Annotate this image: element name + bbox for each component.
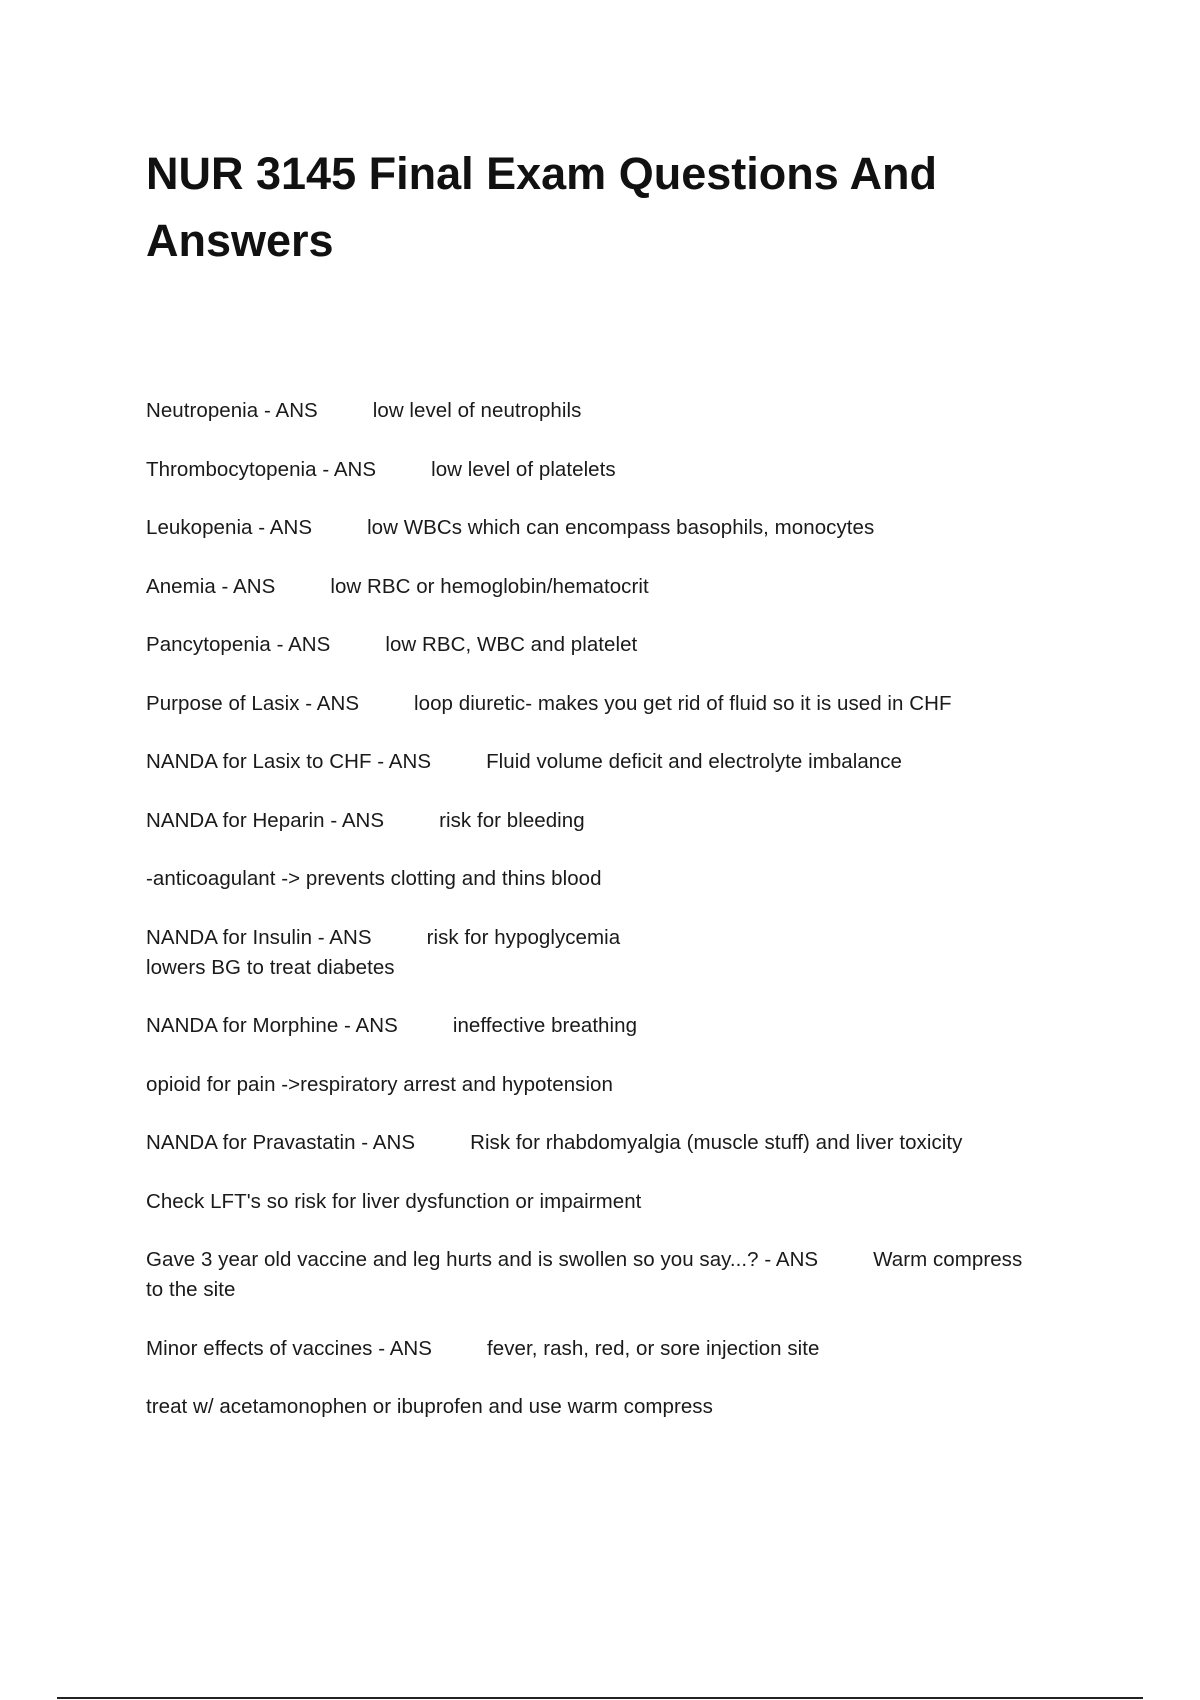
note-line: -anticoagulant -> prevents clotting and thins blood bbox=[146, 867, 602, 890]
question-text: NANDA for Heparin - ANS bbox=[146, 808, 385, 832]
answer-text: low level of platelets bbox=[431, 457, 616, 481]
qa-entry bbox=[146, 747, 1096, 777]
question-text: Neutropenia - ANS bbox=[146, 399, 318, 422]
answer-continuation: to the site bbox=[146, 1278, 236, 1301]
question-text: NANDA for Lasix to CHF - ANS bbox=[146, 750, 432, 773]
qa-entry bbox=[146, 923, 1096, 983]
qa-entry bbox=[146, 806, 1096, 836]
answer-text: risk for hypoglycemia bbox=[426, 925, 621, 949]
question-text: Gave 3 year old vaccine and leg hurts and is swollen so you say...? - ANS bbox=[146, 1248, 819, 1271]
question-text: NANDA for Morphine - ANS bbox=[146, 1014, 398, 1037]
answer-text: fever, rash, red, or sore injection site bbox=[487, 1336, 820, 1360]
answer-text: low level of neutrophils bbox=[372, 399, 582, 422]
answer-text: loop diuretic- makes you get rid of fluid so it is used in CHF bbox=[414, 691, 952, 715]
qa-entry bbox=[146, 513, 1096, 543]
page-divider bbox=[57, 1697, 1143, 1699]
qa-entry bbox=[146, 1011, 1096, 1041]
answer-continuation: lowers BG to treat diabetes bbox=[146, 955, 395, 979]
answer-text: Fluid volume deficit and electrolyte imbalance bbox=[486, 750, 902, 773]
qa-entry bbox=[146, 455, 1096, 485]
answer-text: low WBCs which can encompass basophils, monocytes bbox=[367, 516, 875, 539]
answer-text: Warm compress bbox=[873, 1248, 1023, 1271]
qa-list bbox=[146, 396, 1096, 1451]
qa-entry bbox=[146, 1128, 1096, 1158]
qa-entry bbox=[146, 572, 1096, 602]
qa-entry bbox=[146, 689, 1096, 719]
page-title: NUR 3145 Final Exam Questions And Answers bbox=[146, 148, 938, 266]
answer-text: ineffective breathing bbox=[452, 1014, 638, 1037]
question-text: Pancytopenia - ANS bbox=[146, 633, 331, 656]
answer-text: low RBC, WBC and platelet bbox=[385, 633, 638, 656]
qa-entry bbox=[146, 1245, 1096, 1305]
question-text: Thrombocytopenia - ANS bbox=[146, 457, 377, 481]
answer-text: Risk for rhabdomyalgia (muscle stuff) and liver toxicity bbox=[470, 1131, 963, 1154]
question-text: Anemia - ANS bbox=[146, 574, 276, 598]
note-line: Check LFT's so risk for liver dysfunction or impairment bbox=[146, 1189, 642, 1213]
note-line: treat w/ acetamonophen or ibuprofen and use warm compress bbox=[146, 1395, 713, 1418]
answer-text: risk for bleeding bbox=[439, 808, 585, 832]
answer-text: low RBC or hemoglobin/hematocrit bbox=[330, 574, 649, 598]
question-text: Minor effects of vaccines - ANS bbox=[146, 1336, 433, 1360]
question-text: Leukopenia - ANS bbox=[146, 516, 313, 539]
question-text: NANDA for Insulin - ANS bbox=[146, 925, 372, 949]
qa-entry bbox=[146, 396, 1096, 426]
qa-entry bbox=[146, 630, 1096, 660]
qa-entry bbox=[146, 1334, 1096, 1364]
question-text: NANDA for Pravastatin - ANS bbox=[146, 1131, 416, 1154]
note-line: opioid for pain ->respiratory arrest and hypotension bbox=[146, 1072, 613, 1096]
question-text: Purpose of Lasix - ANS bbox=[146, 691, 360, 715]
